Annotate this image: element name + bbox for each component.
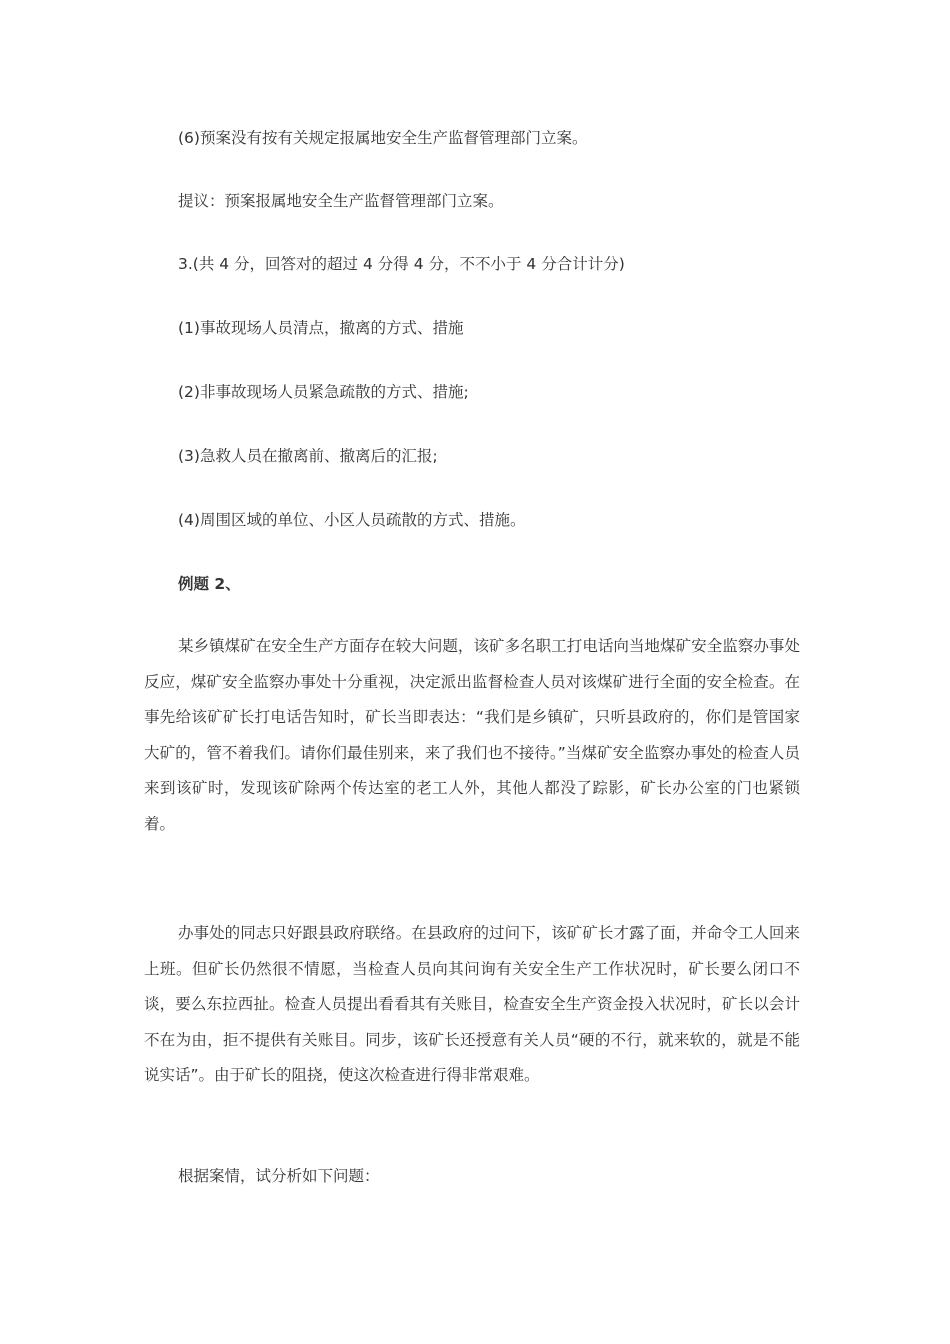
list-item: (3)急救人员在撤离前、撤离后的汇报; [178,447,438,465]
question-heading: 3.(共 4 分，回答对的超过 4 分得 4 分，不不小于 4 分合计计分) [178,255,625,273]
closing-line: 根据案情，试分析如下问题： [178,1167,380,1185]
list-item: (1)事故现场人员清点，撤离的方式、措施 [178,319,464,337]
list-item: (2)非事故现场人员紧急疏散的方式、措施; [178,383,469,401]
case-paragraph: 某乡镇煤矿在安全生产方面存在较大问题，该矿多名职工打电话向当地煤矿安全监察办事处反应，煤矿安全监察办事处十分重视，决定派出监督检查人员对该煤矿进行全面的安全检查。在事先给该矿矿长打电话告知时，矿长当即表达：“我们是乡镇矿，只听县政府的，你们是管国家大矿的，管不着我们。请你们最佳别来，来了我们也不接待。”当煤矿安全监察办事处的检查人员来到该矿时，发现该矿除两个传达室的老工人外，其他人都没了踪影，矿长办公室的门也紧锁着。 [144,637,800,833]
list-item: (6)预案没有按有关规定报属地安全生产监督管理部门立案。 [178,129,588,147]
list-item: (4)周围区域的单位、小区人员疏散的方式、措施。 [178,511,526,529]
suggestion-line: 提议：预案报属地安全生产监督管理部门立案。 [178,192,504,210]
case-paragraph: 办事处的同志只好跟县政府联络。在县政府的过问下，该矿矿长才露了面，并命令工人回来上班。但矿长仍然很不情愿，当检查人员向其问询有关安全生产工作状况时，矿长要么闭口不谈，要么东拉西扯。检查人员提出看看其有关账目，检查安全生产资金投入状况时，矿长以会计不在为由，拒不提供有关账目。同步，该矿长还授意有关人员“硬的不行，就来软的，就是不能说实话”。由于矿长的阻挠，使这次检查进行得非常艰难。 [144,924,800,1085]
example-heading: 例题 2、 [178,575,241,593]
